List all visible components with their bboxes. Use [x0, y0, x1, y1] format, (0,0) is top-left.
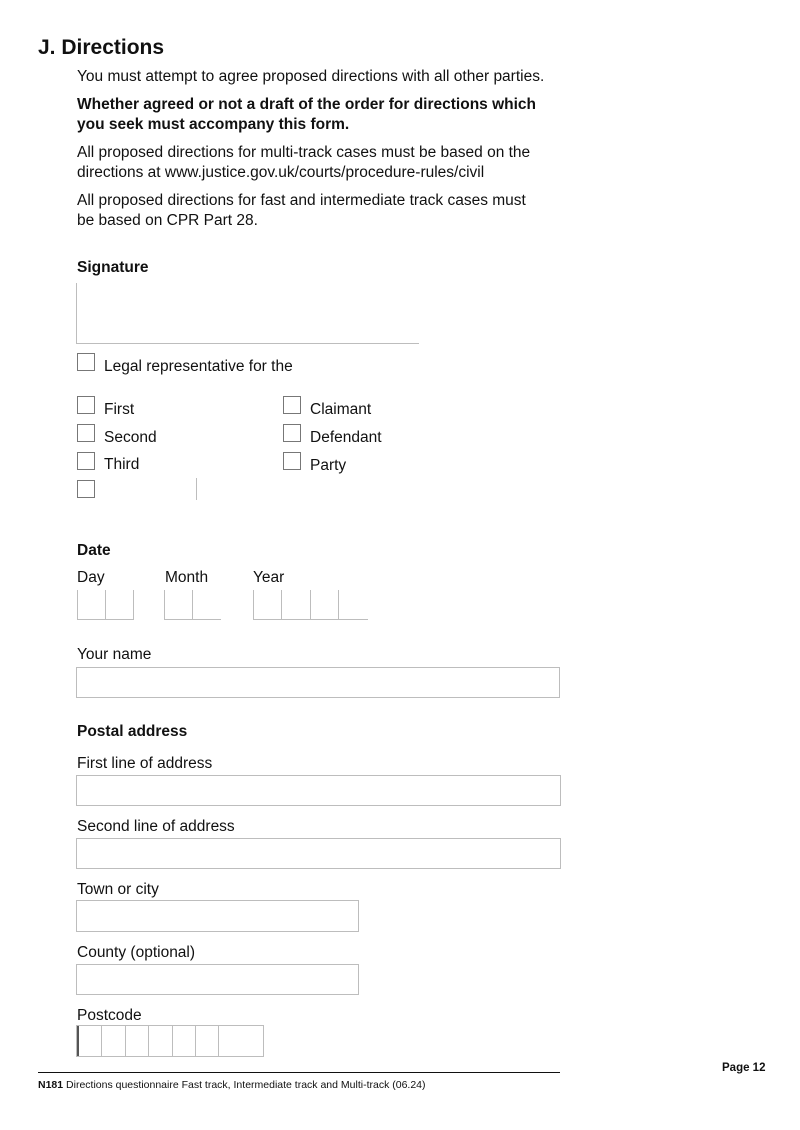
multi-track-text — [77, 143, 530, 183]
multi-track-line-1: All proposed directions for multi-track cases must be based on the — [77, 144, 531, 161]
second-checkbox[interactable] — [77, 424, 95, 442]
party-label: Party — [310, 457, 347, 474]
fast-track-line-1: All proposed directions for fast and intermediate track cases must — [77, 192, 526, 209]
first-label: First — [104, 401, 135, 418]
third-label: Third — [104, 456, 140, 473]
town-label: Town or city — [77, 881, 159, 898]
signature-label: Signature — [77, 259, 149, 276]
day-field[interactable] — [77, 590, 134, 620]
defendant-label: Defendant — [310, 429, 382, 446]
county-input[interactable] — [76, 964, 359, 995]
signature-field[interactable] — [76, 283, 419, 344]
footer-rule — [38, 1072, 560, 1073]
section-title: J. Directions — [38, 36, 165, 59]
multi-track-line-2: directions at www.justice.gov.uk/courts/procedure-rules/civil — [77, 164, 485, 181]
postcode-label: Postcode — [77, 1007, 142, 1024]
month-label: Month — [165, 569, 209, 586]
third-checkbox[interactable] — [77, 452, 95, 470]
claimant-label: Claimant — [310, 401, 372, 418]
bold-instruction — [77, 95, 536, 135]
address-line2-label: Second line of address — [77, 818, 235, 835]
town-input[interactable] — [76, 900, 359, 932]
legal-rep-label: Legal representative for the — [104, 358, 293, 375]
other-checkbox[interactable] — [77, 480, 95, 498]
defendant-checkbox[interactable] — [283, 424, 301, 442]
fast-track-line-2: be based on CPR Part 28. — [77, 212, 258, 229]
fast-track-text — [77, 191, 526, 231]
bold-instruction-line-1: Whether agreed or not a draft of the order for directions which — [77, 96, 537, 113]
address-line2-input[interactable] — [76, 838, 561, 869]
your-name-input[interactable] — [76, 667, 560, 698]
footer-form-info — [38, 1079, 426, 1091]
postal-address-title: Postal address — [77, 723, 188, 740]
party-checkbox[interactable] — [283, 452, 301, 470]
footer-form-code: N181 — [38, 1079, 64, 1091]
year-field[interactable] — [253, 590, 368, 620]
year-label: Year — [253, 569, 285, 586]
bold-instruction-line-2: you seek must accompany this form. — [77, 116, 350, 133]
first-checkbox[interactable] — [77, 396, 95, 414]
legal-rep-checkbox[interactable] — [77, 353, 95, 371]
address-line1-input[interactable] — [76, 775, 561, 806]
postcode-field[interactable] — [76, 1025, 264, 1057]
footer-form-title: Directions questionnaire Fast track, Intermediate track and Multi-track (06.24) — [66, 1079, 426, 1091]
claimant-checkbox[interactable] — [283, 396, 301, 414]
page-number: Page 12 — [722, 1062, 766, 1074]
your-name-label: Your name — [77, 646, 152, 663]
intro-text: You must attempt to agree proposed directions with all other parties. — [77, 68, 545, 85]
address-line1-label: First line of address — [77, 755, 213, 772]
other-text-field[interactable] — [196, 478, 197, 500]
day-label: Day — [77, 569, 105, 586]
month-field[interactable] — [164, 590, 221, 620]
second-label: Second — [104, 429, 157, 446]
date-label: Date — [77, 542, 111, 559]
county-label: County (optional) — [77, 944, 196, 961]
